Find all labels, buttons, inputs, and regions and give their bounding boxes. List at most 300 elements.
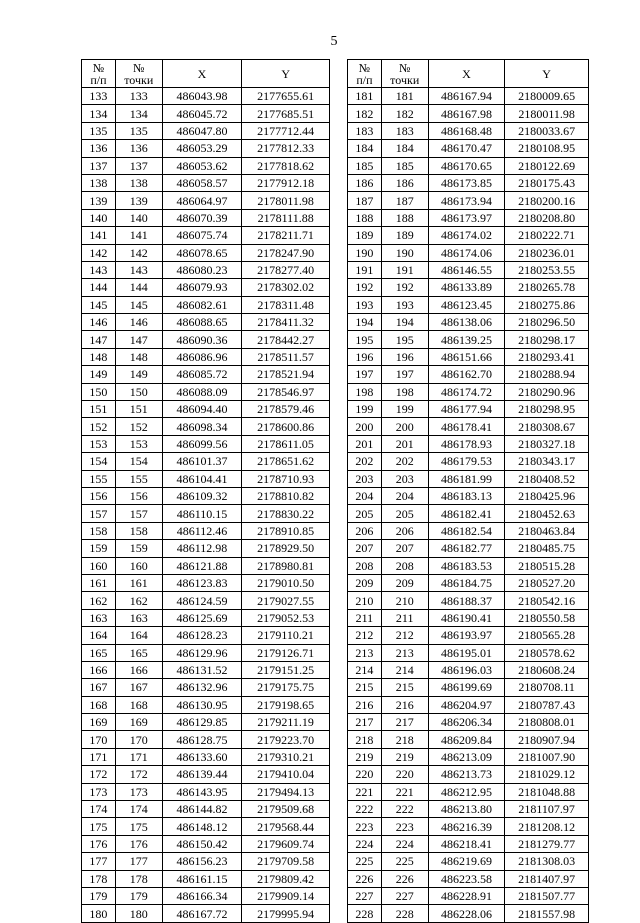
cell-y: 2178651.62 — [242, 453, 330, 470]
cell-row-number: 216 — [348, 696, 382, 713]
cell-row-number: 212 — [348, 627, 382, 644]
cell-point-number: 141 — [115, 227, 162, 244]
cell-x: 486183.13 — [428, 487, 505, 504]
cell-y: 2180208.80 — [505, 209, 589, 226]
table-row — [348, 905, 589, 922]
cell-point-number: 200 — [381, 418, 428, 435]
cell-x: 486110.15 — [162, 505, 242, 522]
table-row — [82, 835, 330, 852]
cell-x: 486139.25 — [428, 331, 505, 348]
cell-x: 486223.58 — [428, 870, 505, 887]
cell-x: 486124.59 — [162, 592, 242, 609]
cell-point-number: 184 — [381, 140, 428, 157]
table-row — [82, 766, 330, 783]
cell-y: 2181007.90 — [505, 748, 589, 765]
cell-x: 486209.84 — [428, 731, 505, 748]
cell-row-number: 198 — [348, 383, 382, 400]
table-row — [82, 644, 330, 661]
cell-x: 486178.41 — [428, 418, 505, 435]
cell-y: 2178980.81 — [242, 557, 330, 574]
cell-row-number: 164 — [82, 627, 116, 644]
cell-y: 2179494.13 — [242, 783, 330, 800]
table-row — [82, 105, 330, 122]
table-row — [348, 818, 589, 835]
cell-point-number: 166 — [115, 661, 162, 678]
cell-row-number: 196 — [348, 348, 382, 365]
cell-row-number: 151 — [82, 401, 116, 418]
cell-row-number: 138 — [82, 174, 116, 191]
table-row — [82, 383, 330, 400]
cell-x: 486104.41 — [162, 470, 242, 487]
table-row — [82, 244, 330, 261]
cell-point-number: 190 — [381, 244, 428, 261]
cell-y: 2180565.28 — [505, 627, 589, 644]
table-row — [82, 714, 330, 731]
cell-y: 2180608.24 — [505, 661, 589, 678]
table-row — [348, 174, 589, 191]
table-row — [348, 88, 589, 105]
table-row — [348, 661, 589, 678]
cell-row-number: 224 — [348, 835, 382, 852]
table-row — [348, 244, 589, 261]
cell-point-number: 178 — [115, 870, 162, 887]
table-row — [348, 296, 589, 313]
cell-point-number: 134 — [115, 105, 162, 122]
cell-x: 486182.41 — [428, 505, 505, 522]
cell-row-number: 152 — [82, 418, 116, 435]
table-row — [82, 627, 330, 644]
cell-row-number: 185 — [348, 157, 382, 174]
header-point-number: № точки — [381, 60, 428, 88]
cell-x: 486195.01 — [428, 644, 505, 661]
cell-row-number: 177 — [82, 853, 116, 870]
table-row — [82, 192, 330, 209]
cell-row-number: 213 — [348, 644, 382, 661]
table-row — [348, 540, 589, 557]
cell-x: 486173.94 — [428, 192, 505, 209]
table-row — [82, 487, 330, 504]
cell-row-number: 203 — [348, 470, 382, 487]
cell-point-number: 135 — [115, 122, 162, 139]
cell-y: 2180327.18 — [505, 435, 589, 452]
header-y: Y — [505, 60, 589, 88]
cell-row-number: 199 — [348, 401, 382, 418]
cell-point-number: 213 — [381, 644, 428, 661]
table-row — [82, 140, 330, 157]
cell-point-number: 156 — [115, 487, 162, 504]
cell-row-number: 167 — [82, 679, 116, 696]
cell-point-number: 182 — [381, 105, 428, 122]
cell-x: 486212.95 — [428, 783, 505, 800]
cell-row-number: 169 — [82, 714, 116, 731]
cell-point-number: 146 — [115, 314, 162, 331]
cell-row-number: 188 — [348, 209, 382, 226]
table-row — [82, 470, 330, 487]
cell-y: 2178579.46 — [242, 401, 330, 418]
cell-point-number: 174 — [115, 801, 162, 818]
table-row — [82, 783, 330, 800]
cell-row-number: 140 — [82, 209, 116, 226]
cell-point-number: 215 — [381, 679, 428, 696]
cell-point-number: 170 — [115, 731, 162, 748]
cell-row-number: 144 — [82, 279, 116, 296]
cell-row-number: 172 — [82, 766, 116, 783]
cell-y: 2180265.78 — [505, 279, 589, 296]
table-row — [348, 714, 589, 731]
table-row — [348, 853, 589, 870]
cell-row-number: 208 — [348, 557, 382, 574]
cell-y: 2180108.95 — [505, 140, 589, 157]
cell-y: 2181048.88 — [505, 783, 589, 800]
table-row — [348, 366, 589, 383]
cell-point-number: 189 — [381, 227, 428, 244]
cell-y: 2180033.67 — [505, 122, 589, 139]
cell-y: 2179010.50 — [242, 574, 330, 591]
cell-x: 486167.72 — [162, 905, 242, 922]
cell-y: 2178830.22 — [242, 505, 330, 522]
cell-y: 2179709.58 — [242, 853, 330, 870]
cell-point-number: 171 — [115, 748, 162, 765]
cell-point-number: 205 — [381, 505, 428, 522]
cell-y: 2180485.75 — [505, 540, 589, 557]
cell-y: 2179310.21 — [242, 748, 330, 765]
cell-y: 2180011.98 — [505, 105, 589, 122]
cell-y: 2179809.42 — [242, 870, 330, 887]
cell-x: 486173.97 — [428, 209, 505, 226]
cell-point-number: 144 — [115, 279, 162, 296]
table-row — [82, 453, 330, 470]
page-number: 5 — [330, 34, 338, 49]
cell-point-number: 186 — [381, 174, 428, 191]
table-row — [348, 627, 589, 644]
cell-point-number: 133 — [115, 88, 162, 105]
cell-row-number: 228 — [348, 905, 382, 922]
cell-x: 486179.53 — [428, 453, 505, 470]
cell-point-number: 192 — [381, 279, 428, 296]
cell-row-number: 176 — [82, 835, 116, 852]
cell-y: 2181308.03 — [505, 853, 589, 870]
cell-x: 486080.23 — [162, 261, 242, 278]
cell-y: 2177818.62 — [242, 157, 330, 174]
cell-point-number: 228 — [381, 905, 428, 922]
cell-point-number: 201 — [381, 435, 428, 452]
cell-x: 486167.98 — [428, 105, 505, 122]
table-row — [348, 348, 589, 365]
cell-point-number: 207 — [381, 540, 428, 557]
cell-point-number: 175 — [115, 818, 162, 835]
table-row — [82, 122, 330, 139]
cell-row-number: 181 — [348, 88, 382, 105]
cell-row-number: 150 — [82, 383, 116, 400]
cell-x: 486133.60 — [162, 748, 242, 765]
cell-row-number: 162 — [82, 592, 116, 609]
cell-y: 2177655.61 — [242, 88, 330, 105]
cell-point-number: 147 — [115, 331, 162, 348]
cell-x: 486123.83 — [162, 574, 242, 591]
cell-point-number: 218 — [381, 731, 428, 748]
table-row — [348, 140, 589, 157]
cell-row-number: 156 — [82, 487, 116, 504]
cell-row-number: 170 — [82, 731, 116, 748]
cell-row-number: 155 — [82, 470, 116, 487]
cell-point-number: 148 — [115, 348, 162, 365]
cell-x: 486043.98 — [162, 88, 242, 105]
cell-x: 486078.65 — [162, 244, 242, 261]
cell-row-number: 210 — [348, 592, 382, 609]
cell-x: 486167.94 — [428, 88, 505, 105]
cell-point-number: 216 — [381, 696, 428, 713]
table-row — [82, 731, 330, 748]
cell-point-number: 163 — [115, 609, 162, 626]
table-row — [82, 348, 330, 365]
cell-row-number: 141 — [82, 227, 116, 244]
cell-y: 2179909.14 — [242, 887, 330, 904]
cell-point-number: 191 — [381, 261, 428, 278]
cell-point-number: 162 — [115, 592, 162, 609]
cell-y: 2180296.50 — [505, 314, 589, 331]
table-row — [348, 696, 589, 713]
table-row — [348, 505, 589, 522]
cell-point-number: 209 — [381, 574, 428, 591]
cell-x: 486125.69 — [162, 609, 242, 626]
cell-x: 486129.85 — [162, 714, 242, 731]
cell-x: 486086.96 — [162, 348, 242, 365]
cell-point-number: 188 — [381, 209, 428, 226]
cell-x: 486162.70 — [428, 366, 505, 383]
cell-y: 2180787.43 — [505, 696, 589, 713]
cell-y: 2180298.17 — [505, 331, 589, 348]
table-header-row — [348, 60, 589, 88]
cell-x: 486079.93 — [162, 279, 242, 296]
cell-point-number: 151 — [115, 401, 162, 418]
cell-x: 486170.65 — [428, 157, 505, 174]
cell-row-number: 166 — [82, 661, 116, 678]
cell-x: 486090.36 — [162, 331, 242, 348]
cell-point-number: 208 — [381, 557, 428, 574]
table-row — [348, 157, 589, 174]
cell-x: 486143.95 — [162, 783, 242, 800]
cell-x: 486173.85 — [428, 174, 505, 191]
cell-point-number: 227 — [381, 887, 428, 904]
cell-row-number: 197 — [348, 366, 382, 383]
cell-point-number: 153 — [115, 435, 162, 452]
cell-row-number: 207 — [348, 540, 382, 557]
cell-row-number: 187 — [348, 192, 382, 209]
cell-point-number: 220 — [381, 766, 428, 783]
cell-row-number: 225 — [348, 853, 382, 870]
cell-point-number: 140 — [115, 209, 162, 226]
table-row — [82, 296, 330, 313]
cell-row-number: 206 — [348, 522, 382, 539]
cell-y: 2179609.74 — [242, 835, 330, 852]
cell-point-number: 143 — [115, 261, 162, 278]
cell-row-number: 158 — [82, 522, 116, 539]
cell-y: 2180343.17 — [505, 453, 589, 470]
table-row — [348, 801, 589, 818]
cell-y: 2178600.86 — [242, 418, 330, 435]
header-x: X — [428, 60, 505, 88]
cell-y: 2177685.51 — [242, 105, 330, 122]
cell-x: 486123.45 — [428, 296, 505, 313]
cell-x: 486053.29 — [162, 140, 242, 157]
cell-row-number: 142 — [82, 244, 116, 261]
table-row — [348, 574, 589, 591]
cell-y: 2179052.53 — [242, 609, 330, 626]
cell-row-number: 221 — [348, 783, 382, 800]
cell-row-number: 227 — [348, 887, 382, 904]
cell-x: 486085.72 — [162, 366, 242, 383]
cell-row-number: 180 — [82, 905, 116, 922]
cell-point-number: 221 — [381, 783, 428, 800]
cell-x: 486188.37 — [428, 592, 505, 609]
cell-point-number: 193 — [381, 296, 428, 313]
cell-x: 486177.94 — [428, 401, 505, 418]
table-row — [82, 609, 330, 626]
table-row — [348, 522, 589, 539]
cell-y: 2179126.71 — [242, 644, 330, 661]
table-row — [348, 192, 589, 209]
cell-x: 486045.72 — [162, 105, 242, 122]
table-row — [82, 435, 330, 452]
cell-row-number: 149 — [82, 366, 116, 383]
cell-row-number: 157 — [82, 505, 116, 522]
table-row — [82, 853, 330, 870]
cell-row-number: 168 — [82, 696, 116, 713]
cell-row-number: 194 — [348, 314, 382, 331]
cell-row-number: 139 — [82, 192, 116, 209]
cell-row-number: 215 — [348, 679, 382, 696]
cell-row-number: 154 — [82, 453, 116, 470]
cell-row-number: 161 — [82, 574, 116, 591]
cell-point-number: 169 — [115, 714, 162, 731]
table-row — [348, 314, 589, 331]
table-row — [348, 122, 589, 139]
cell-x: 486099.56 — [162, 435, 242, 452]
cell-point-number: 136 — [115, 140, 162, 157]
table-row — [348, 401, 589, 418]
table-row — [82, 661, 330, 678]
cell-point-number: 172 — [115, 766, 162, 783]
header-x: X — [162, 60, 242, 88]
cell-y: 2178442.27 — [242, 331, 330, 348]
cell-y: 2178011.98 — [242, 192, 330, 209]
table-row — [348, 731, 589, 748]
table-row — [348, 418, 589, 435]
cell-x: 486130.95 — [162, 696, 242, 713]
cell-y: 2180298.95 — [505, 401, 589, 418]
cell-y: 2178710.93 — [242, 470, 330, 487]
cell-point-number: 167 — [115, 679, 162, 696]
cell-x: 486218.41 — [428, 835, 505, 852]
table-row — [348, 487, 589, 504]
cell-point-number: 161 — [115, 574, 162, 591]
cell-y: 2179110.21 — [242, 627, 330, 644]
table-row — [82, 314, 330, 331]
cell-point-number: 210 — [381, 592, 428, 609]
cell-x: 486047.80 — [162, 122, 242, 139]
cell-y: 2178910.85 — [242, 522, 330, 539]
cell-x: 486150.42 — [162, 835, 242, 852]
cell-row-number: 193 — [348, 296, 382, 313]
table-row — [82, 574, 330, 591]
cell-point-number: 137 — [115, 157, 162, 174]
cell-y: 2180122.69 — [505, 157, 589, 174]
cell-y: 2180463.84 — [505, 522, 589, 539]
cell-x: 486112.98 — [162, 540, 242, 557]
cell-y: 2180288.94 — [505, 366, 589, 383]
cell-point-number: 154 — [115, 453, 162, 470]
table-row — [348, 644, 589, 661]
cell-y: 2180452.63 — [505, 505, 589, 522]
table-row — [82, 540, 330, 557]
cell-point-number: 212 — [381, 627, 428, 644]
cell-y: 2179223.70 — [242, 731, 330, 748]
cell-point-number: 149 — [115, 366, 162, 383]
cell-y: 2178611.05 — [242, 435, 330, 452]
cell-x: 486168.48 — [428, 122, 505, 139]
cell-point-number: 164 — [115, 627, 162, 644]
cell-row-number: 163 — [82, 609, 116, 626]
cell-x: 486174.06 — [428, 244, 505, 261]
cell-row-number: 175 — [82, 818, 116, 835]
cell-x: 486132.96 — [162, 679, 242, 696]
table-row — [348, 783, 589, 800]
cell-x: 486109.32 — [162, 487, 242, 504]
table-row — [82, 366, 330, 383]
cell-y: 2177812.33 — [242, 140, 330, 157]
header-row-number: № п/п — [82, 60, 116, 88]
table-row — [82, 227, 330, 244]
cell-x: 486053.62 — [162, 157, 242, 174]
cell-point-number: 179 — [115, 887, 162, 904]
cell-y: 2180275.86 — [505, 296, 589, 313]
cell-x: 486139.44 — [162, 766, 242, 783]
cell-y: 2180708.11 — [505, 679, 589, 696]
cell-point-number: 152 — [115, 418, 162, 435]
cell-x: 486213.09 — [428, 748, 505, 765]
table-row — [82, 88, 330, 105]
cell-x: 486216.39 — [428, 818, 505, 835]
cell-row-number: 160 — [82, 557, 116, 574]
cell-x: 486112.46 — [162, 522, 242, 539]
table-row — [82, 557, 330, 574]
cell-point-number: 173 — [115, 783, 162, 800]
cell-row-number: 226 — [348, 870, 382, 887]
table-row — [348, 383, 589, 400]
cell-x: 486193.97 — [428, 627, 505, 644]
cell-y: 2178277.40 — [242, 261, 330, 278]
cell-y: 2181279.77 — [505, 835, 589, 852]
cell-row-number: 189 — [348, 227, 382, 244]
cell-x: 486088.65 — [162, 314, 242, 331]
cell-x: 486129.96 — [162, 644, 242, 661]
cell-row-number: 179 — [82, 887, 116, 904]
cell-x: 486174.72 — [428, 383, 505, 400]
cell-row-number: 195 — [348, 331, 382, 348]
cell-y: 2179175.75 — [242, 679, 330, 696]
table-row — [82, 505, 330, 522]
cell-y: 2180515.28 — [505, 557, 589, 574]
table-body-right — [348, 88, 589, 923]
table-row — [348, 227, 589, 244]
cell-y: 2180907.94 — [505, 731, 589, 748]
cell-y: 2180542.16 — [505, 592, 589, 609]
cell-point-number: 194 — [381, 314, 428, 331]
table-row — [82, 870, 330, 887]
cell-y: 2178247.90 — [242, 244, 330, 261]
cell-point-number: 198 — [381, 383, 428, 400]
cell-y: 2179198.65 — [242, 696, 330, 713]
